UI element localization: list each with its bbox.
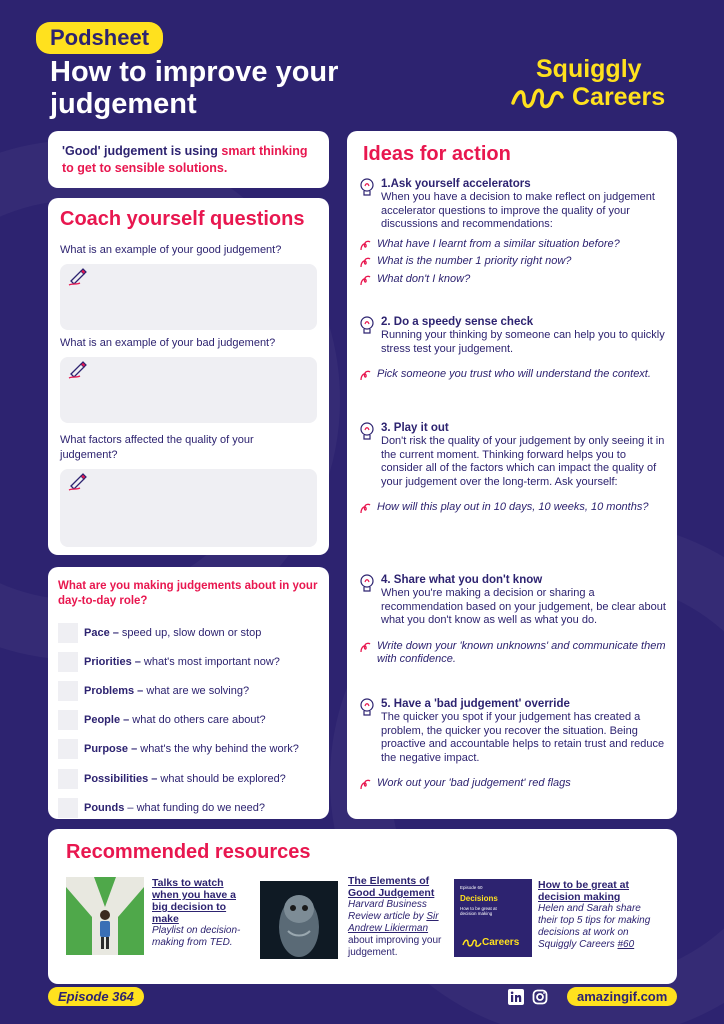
idea-head xyxy=(359,697,669,765)
idea-body: When you're making a decision or sharing a recommendation based on your judgement, be clear about what you don't know as well as what you do. xyxy=(381,587,666,626)
lightbulb-icon xyxy=(359,315,375,337)
ted-talk-thumbnail xyxy=(66,877,144,955)
bullet-text: What is the number 1 priority right now? xyxy=(377,255,572,267)
squiggle-logo-icon xyxy=(462,938,482,948)
definition-lead: 'Good' judgement is using xyxy=(62,144,222,158)
idea-bullet xyxy=(359,777,669,791)
idea-bullet xyxy=(359,273,669,287)
squiggle-bullet-icon xyxy=(359,369,371,381)
thumb-brand-text: Careers xyxy=(482,937,520,948)
idea-body: Don't risk the quality of your judgement by only seeing it in the current moment. Thinking forward helps you to consider all of the factors which can impact the quality of your judgement over the long-term. Ask yourself: xyxy=(381,435,665,488)
squiggly-careers-logo xyxy=(510,55,685,115)
squiggle-bullet-icon xyxy=(359,641,371,653)
definition-text xyxy=(62,143,315,177)
idea-head xyxy=(359,421,669,489)
episode-link[interactable]: #60 xyxy=(617,939,635,950)
bullet-text: What don't I know? xyxy=(377,272,471,285)
idea-text xyxy=(381,177,669,232)
resource-desc-tail: about improving your judgement. xyxy=(348,935,442,958)
idea-text xyxy=(381,421,669,489)
lightbulb-icon xyxy=(359,697,375,719)
pencil-icon xyxy=(68,471,88,491)
judgement-item xyxy=(58,764,319,793)
checkbox[interactable] xyxy=(58,710,78,730)
idea-item xyxy=(359,697,669,791)
resource-link[interactable]: How to be great at decision making xyxy=(538,879,630,903)
logo-text-bottom: Careers xyxy=(572,83,666,111)
judgements-title: What are you making judgements about in your day-to-day role? xyxy=(58,580,318,607)
judgement-text xyxy=(84,773,286,785)
instagram-icon[interactable] xyxy=(532,989,548,1005)
judgement-text xyxy=(84,743,299,755)
resource-desc xyxy=(348,899,444,935)
resource-desc-part: Helen and Sarah share their top 5 tips for making decisions at work on Squiggly Careers xyxy=(538,903,651,950)
bullet-text: How will this play out in 10 days, 10 weeks, 10 months? xyxy=(377,501,649,513)
judgement-term: Purpose – xyxy=(84,743,138,756)
bullet-text: Write down your 'known unknowns' and communicate them with confidence. xyxy=(377,639,666,665)
judgement-item xyxy=(58,793,319,822)
judgement-item xyxy=(58,735,319,764)
bullet-text: What have I learnt from a similar situation before? xyxy=(377,237,620,250)
thumb-brand xyxy=(462,937,519,948)
idea-body: Running your thinking by someone can help you to quickly stress test your judgement. xyxy=(381,329,665,355)
pencil-icon xyxy=(68,359,88,379)
checkbox[interactable] xyxy=(58,623,78,643)
judgement-text xyxy=(84,656,280,668)
judgement-desc: what should be explored? xyxy=(157,772,286,785)
coach-title: Coach yourself questions xyxy=(60,208,305,230)
resource-text xyxy=(348,875,444,959)
question-label: What is an example of your bad judgement? xyxy=(60,337,276,349)
author-link[interactable]: Sir Andrew Likierman xyxy=(348,911,439,934)
pencil-icon xyxy=(68,266,88,286)
idea-body: The quicker you spot if your judgement has created a problem, the quicker you recover the situation. Being proactive and accountable helps to retain trust and reduce the negative impact. xyxy=(381,711,665,764)
idea-bullet xyxy=(359,501,669,515)
lightbulb-icon xyxy=(359,177,375,199)
lightbulb-icon xyxy=(359,573,375,595)
judgement-desc: what do others care about? xyxy=(129,714,266,727)
definition-highlight: smart thinking to get to sensible solutions. xyxy=(62,144,308,175)
coach-yourself-card xyxy=(48,198,329,555)
thumb-title: Decisions xyxy=(460,894,498,903)
resource-text xyxy=(538,879,662,951)
idea-bullet xyxy=(359,238,669,252)
idea-title: 5. Have a 'bad judgement' override xyxy=(381,698,570,710)
judgement-term: Pounds xyxy=(84,801,125,814)
resources-title: Recommended resources xyxy=(66,841,311,863)
podcast-thumbnail xyxy=(454,879,532,957)
squiggle-logo-icon xyxy=(510,85,572,113)
judgement-term: People – xyxy=(84,714,130,727)
definition-card xyxy=(48,131,329,188)
judgement-term: Priorities – xyxy=(84,655,141,668)
episode-badge: Episode 364 xyxy=(48,987,144,1006)
judgement-text xyxy=(84,685,249,697)
podsheet-badge: Podsheet xyxy=(36,22,163,54)
judgement-desc: what's most important now? xyxy=(140,655,280,668)
judgement-desc: – what funding do we need? xyxy=(124,801,266,814)
answer-box[interactable] xyxy=(60,469,317,547)
idea-head xyxy=(359,315,669,356)
idea-title: 3. Play it out xyxy=(381,422,449,434)
idea-title: 1.Ask yourself accelerators xyxy=(381,178,531,190)
idea-head xyxy=(359,573,669,628)
judgement-term: Possibilities – xyxy=(84,772,158,785)
bullet-text: Work out your 'bad judgement' red flags xyxy=(377,777,571,789)
ideas-card xyxy=(347,131,677,819)
squiggle-bullet-icon xyxy=(359,274,371,286)
idea-head xyxy=(359,177,669,232)
thumb-subtitle: How to be great at decision making xyxy=(460,906,497,916)
squiggle-bullet-icon xyxy=(359,256,371,268)
judgement-text xyxy=(84,802,265,814)
judgement-desc: what's the why behind the work? xyxy=(137,743,299,756)
judgement-term: Pace – xyxy=(84,626,119,639)
idea-bullet xyxy=(359,255,669,269)
answer-box[interactable] xyxy=(60,357,317,423)
question-label: What is an example of your good judgement? xyxy=(60,244,282,256)
page-title: How to improve your judgement xyxy=(50,56,339,120)
idea-bullet xyxy=(359,640,669,667)
resource-link[interactable]: The Elements of Good Judgement xyxy=(348,875,435,899)
linkedin-icon[interactable] xyxy=(508,989,524,1005)
idea-item xyxy=(359,177,669,286)
checkbox[interactable] xyxy=(58,681,78,701)
judgement-desc: what are we solving? xyxy=(143,684,250,697)
owl-article-thumbnail xyxy=(260,881,338,959)
squiggle-bullet-icon xyxy=(359,239,371,251)
judgement-desc: speed up, slow down or stop xyxy=(118,626,262,639)
resource-desc xyxy=(538,903,662,951)
answer-box[interactable] xyxy=(60,264,317,330)
judgement-item xyxy=(58,618,319,647)
checkbox[interactable] xyxy=(58,739,78,759)
squiggle-bullet-icon xyxy=(359,778,371,790)
idea-text xyxy=(381,315,669,356)
checkbox[interactable] xyxy=(58,769,78,789)
idea-body: When you have a decision to make reflect on judgement accelerator questions to improve the quality of your discussions and recommendations: xyxy=(381,191,655,230)
judgements-card xyxy=(48,567,329,819)
logo-text-top: Squiggly xyxy=(536,55,642,83)
resource-link[interactable]: Talks to watch when you have a big decision to make xyxy=(152,877,237,925)
idea-title: 2. Do a speedy sense check xyxy=(381,316,534,328)
bullet-text: Pick someone you trust who will understand the context. xyxy=(377,368,651,380)
resources-card xyxy=(48,829,677,984)
judgement-text xyxy=(84,714,266,726)
thumb-episode: Episode 60 xyxy=(460,885,483,890)
idea-text xyxy=(381,573,669,628)
lightbulb-icon xyxy=(359,421,375,443)
website-link[interactable]: amazingif.com xyxy=(567,987,677,1006)
judgement-term: Problems – xyxy=(84,684,144,697)
judgement-item xyxy=(58,706,319,735)
squiggle-bullet-icon xyxy=(359,502,371,514)
idea-item xyxy=(359,573,669,667)
ideas-title: Ideas for action xyxy=(363,143,511,165)
question-label: What factors affected the quality of your judgement? xyxy=(60,434,254,461)
judgement-item xyxy=(58,647,319,676)
idea-item xyxy=(359,315,669,382)
resource-desc-part: Harvard Business Review article by xyxy=(348,899,427,922)
idea-text xyxy=(381,697,669,765)
judgement-item xyxy=(58,676,319,705)
idea-item xyxy=(359,421,669,515)
idea-title: 4. Share what you don't know xyxy=(381,574,543,586)
resource-desc: Playlist on decision-making from TED. xyxy=(152,925,241,948)
judgement-text xyxy=(84,627,261,639)
checkbox[interactable] xyxy=(58,798,78,818)
idea-bullet xyxy=(359,368,669,382)
checkbox[interactable] xyxy=(58,652,78,672)
resource-text xyxy=(152,877,252,949)
